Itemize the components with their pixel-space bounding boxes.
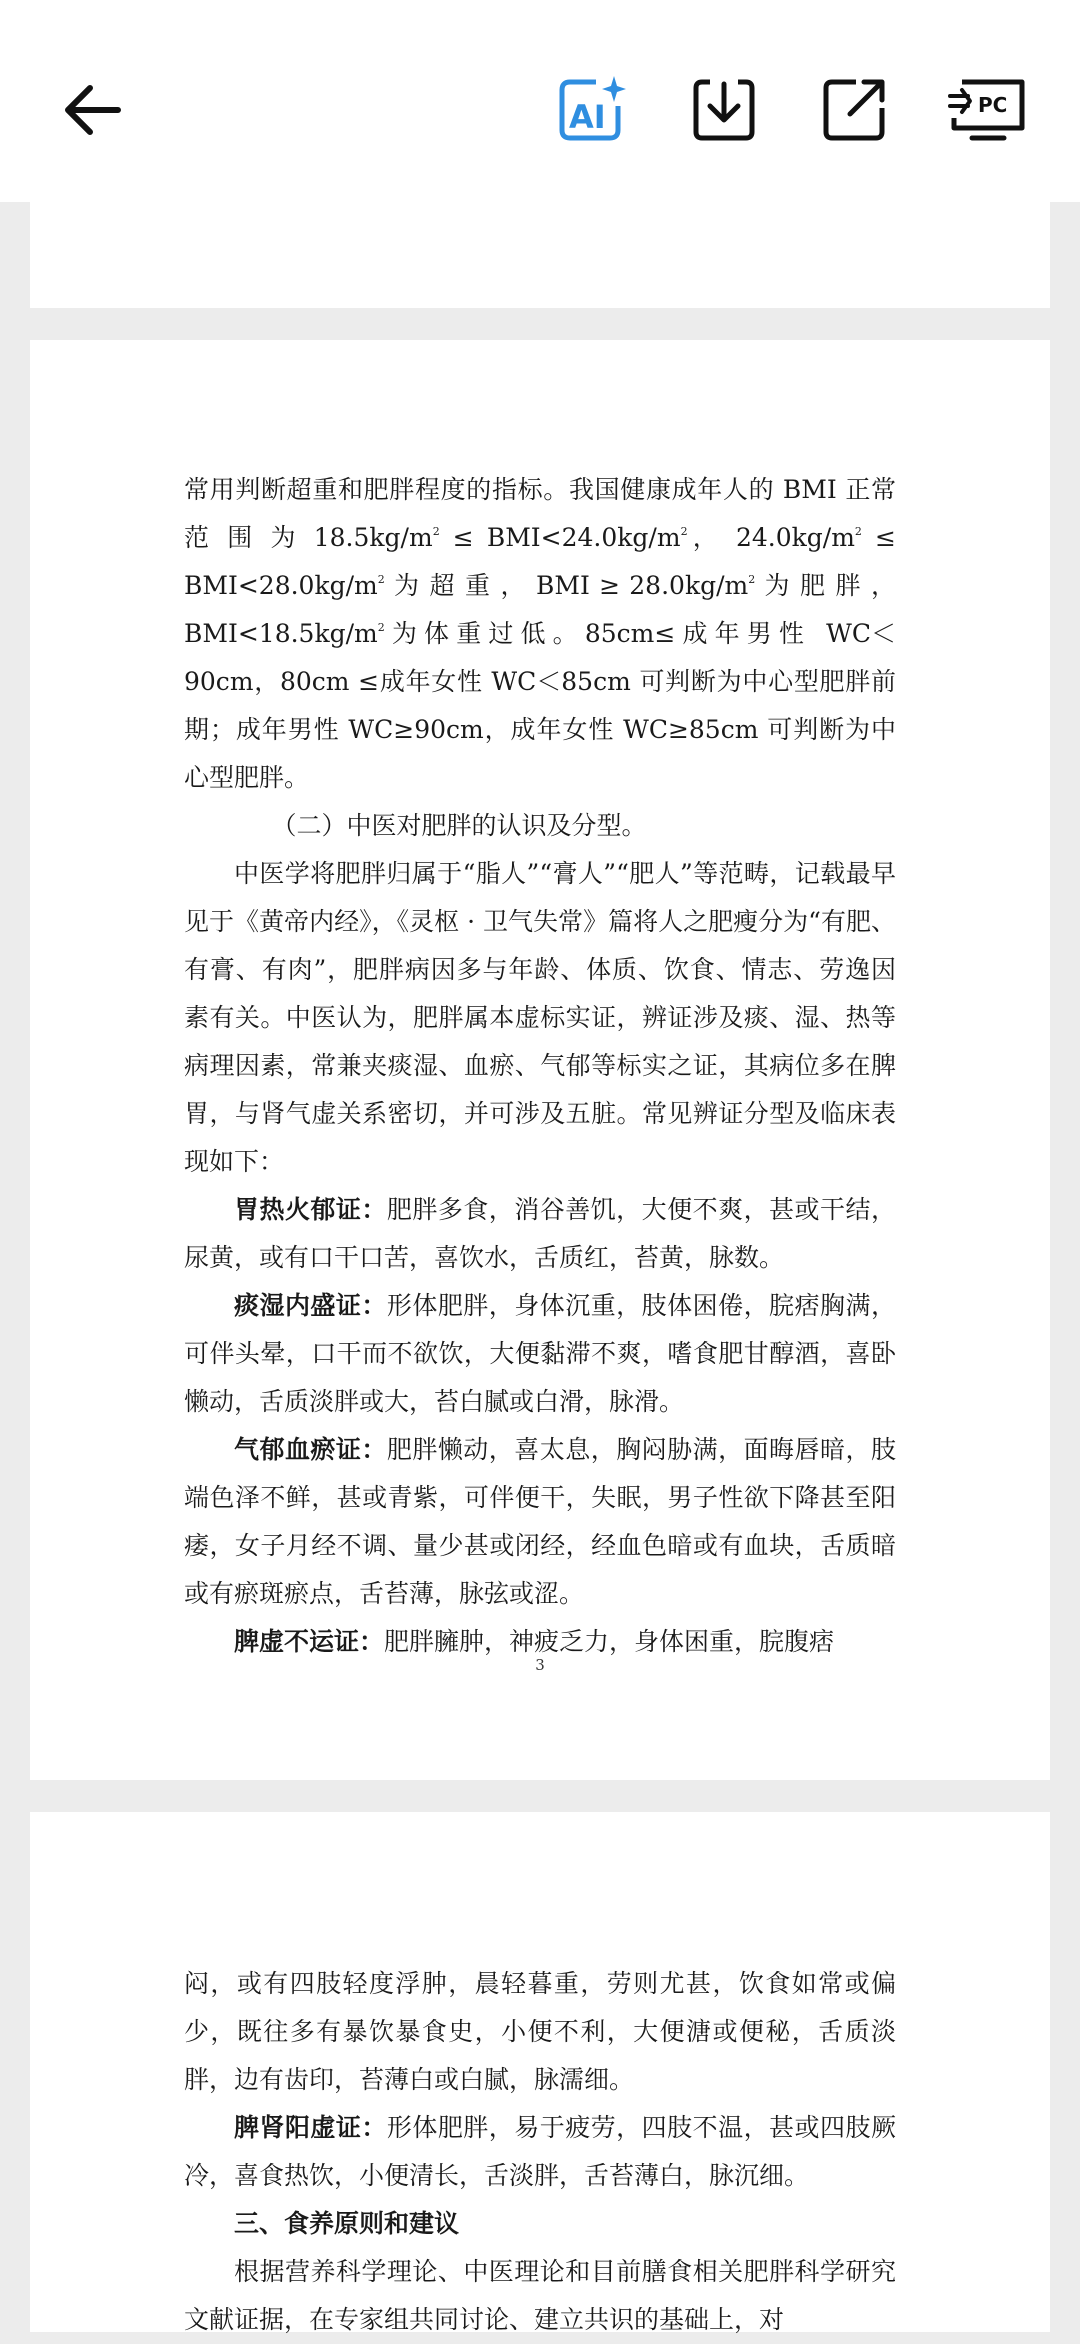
paragraph-continued: 闷，或有四肢轻度浮肿，晨轻暮重，劳则尤甚，饮食如常或偏少，既往多有暴饮暴食史，小便不利，大便溏或便秘，舌质淡胖，边有齿印，苔薄白或白腻，脉濡细。 [184,1969,896,2094]
top-toolbar [0,0,1080,202]
svg-text:AI: AI [569,98,606,136]
syndrome-item: 痰湿内盛证：形体肥胖，身体沉重，肢体困倦，脘痞胸满，可伴头晕，口干而不欲饮，大便黏滞不爽，嗜食肥甘醇酒，喜卧懒动，舌质淡胖或大，苔白腻或白滑，脉滑。 [184,1291,896,1416]
ai-sparkle-icon [554,72,630,148]
send-to-pc-button[interactable] [946,72,1028,148]
syndrome-item: 气郁血瘀证：肥胖懒动，喜太息，胸闷胁满，面晦唇暗，肢端色泽不鲜，甚或青紫，可伴便干，失眠，男子性欲下降甚至阳痿，女子月经不调、量少甚或闭经，经血色暗或有血块，舌质暗或有瘀斑瘀点，舌苔薄，脉弦或涩。 [184,1435,896,1608]
send-to-pc-icon [946,72,1028,148]
download-icon [686,72,762,148]
syndrome-term: 气郁血瘀证： [234,1435,387,1464]
section-heading: 三、食养原则和建议 [234,2209,460,2238]
syndrome-item: 脾虚不运证：肥胖臃肿，神疲乏力，身体困重，脘腹痞 [234,1627,835,1656]
pc-label: PC [978,93,1008,117]
paragraph-tcm: 中医学将肥胖归属于“脂人”“膏人”“肥人”等范畴，记载最早见于《黄帝内经》，《灵枢 · 卫气失常》篇将人之肥瘦分为“有肥、有膏、有肉”，肥胖病因多与年龄、体质、饮食、情志、劳逸因素有关。中医认为，肥胖属本虚标实证，辨证涉及痰、湿、热等病理因素，常兼夹痰湿、血瘀、气郁等标实之证，其病位多在脾胃，与肾气虚关系密切，并可涉及五脏。常见辨证分型及临床表现如下： [184,859,896,1176]
back-button[interactable] [56,72,132,148]
arrow-left-icon [56,72,132,148]
document-page [30,1812,1050,2332]
document-page [30,340,1050,1780]
page-body [184,466,896,1666]
download-button[interactable] [686,72,762,148]
syndrome-term: 痰湿内盛证： [234,1291,387,1320]
syndrome-term: 胃热火郁证： [234,1195,387,1224]
open-external-button[interactable] [816,72,892,148]
ai-assistant-button[interactable] [554,72,630,148]
paragraph-bmi: 常用判断超重和肥胖程度的指标。我国健康成年人的 BMI 正常 范 围 为 $18.5kg/m^2 \le BMI<24.0kg/m^2$， $24.0kg/m^2 \le BMI<28.0kg/m^2$ 为 超 重 ， BMI ≥ $28.0kg/m^2$ 为 肥 胖 ， $BMI<18.5kg/m^2$为体重过低。85cm≤成年男性 WC＜90cm，80cm ≤成年女性 WC＜85cm 可判断为中心型肥胖前期；成年男性 WC≥90cm，成年女性 WC≥85cm 可判断为中心型肥胖。 [184,475,896,792]
syndrome-item: 胃热火郁证：肥胖多食，消谷善饥，大便不爽，甚或干结，尿黄，或有口干口苦，喜饮水，舌质红，苔黄，脉数。 [184,1195,896,1272]
page-number: 3 [535,1656,545,1674]
syndrome-term: 脾虚不运证： [234,1627,385,1656]
syndrome-item: 脾肾阳虚证：形体肥胖，易于疲劳，四肢不温，甚或四肢厥冷，喜食热饮，小便清长，舌淡胖，舌苔薄白，脉沉细。 [184,2113,896,2190]
section-subheading: （二）中医对肥胖的认识及分型。 [271,811,647,840]
open-external-icon [816,72,892,148]
page-body [184,1960,896,2344]
paragraph-principles: 根据营养科学理论、中医理论和目前膳食相关肥胖科学研究文献证据，在专家组共同讨论、建立共识的基础上，对 [184,2257,896,2334]
syndrome-term: 脾肾阳虚证： [234,2113,387,2142]
